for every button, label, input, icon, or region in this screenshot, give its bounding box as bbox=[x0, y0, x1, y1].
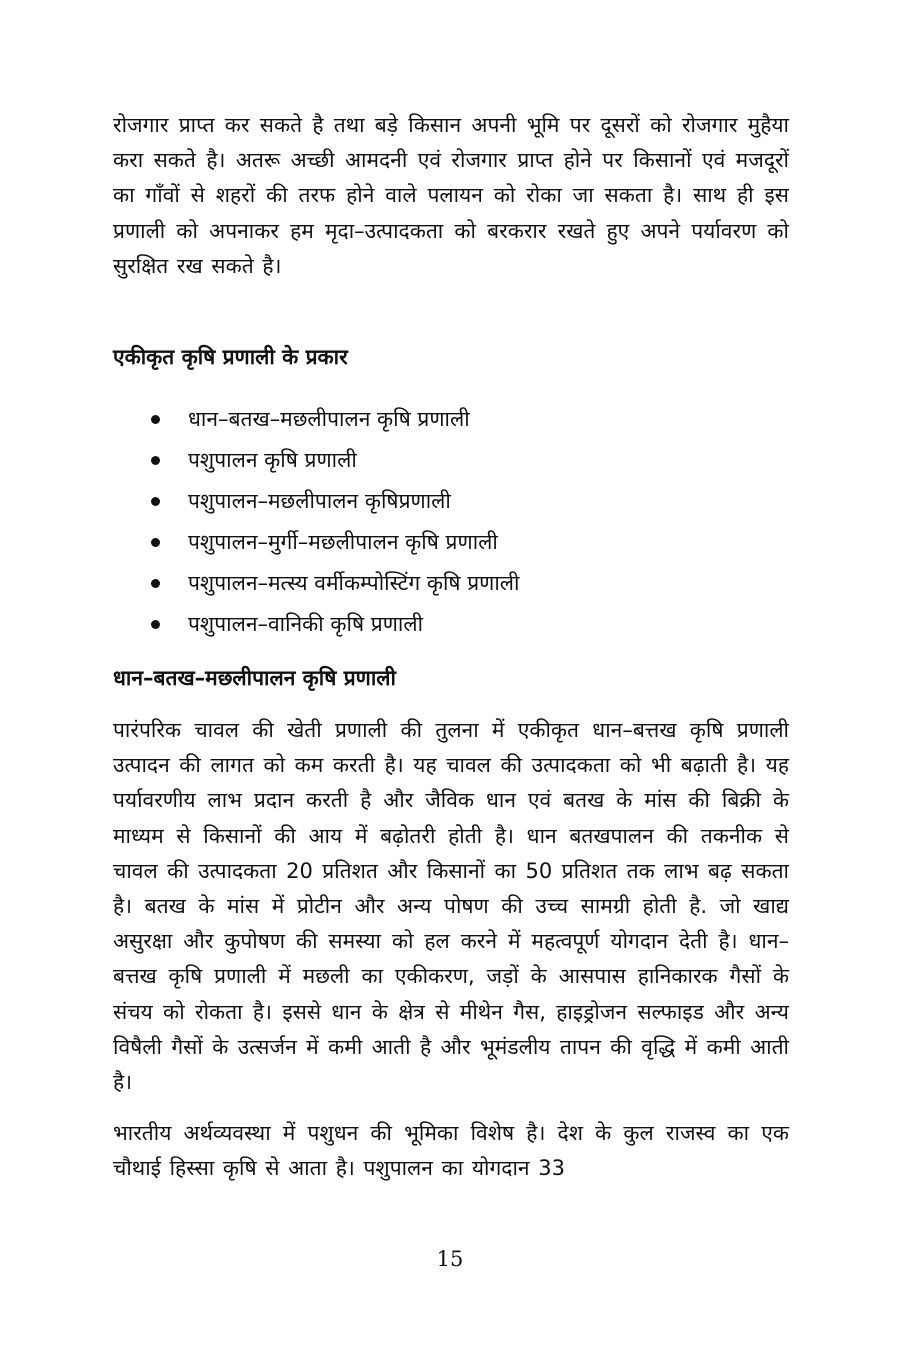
list-item-text: पशुपालन–मुर्गी–मछलीपालन कृषि प्रणाली bbox=[188, 530, 498, 554]
list-item-text: पशुपालन–मत्स्य वर्मीकम्पोस्टिंग कृषि प्रणाली bbox=[188, 571, 520, 595]
closing-paragraph: भारतीय अर्थव्यवस्था में पशुधन की भूमिका विशेष है। देश के कुल राजस्व का एक चौथाई हिस्सा कृषि से आता है। पशुपालन का योगदान 33 bbox=[113, 1121, 789, 1181]
bullet-icon bbox=[151, 620, 160, 629]
list-item-text: पशुपालन–वानिकी कृषि प्रणाली bbox=[188, 612, 424, 636]
list-item bbox=[113, 522, 789, 563]
rice-duck-paragraph: पारंपरिक चावल की खेती प्रणाली की तुलना में एकीकृत धान–बत्तख कृषि प्रणाली उत्पादन की लागत को कम करती है। यह चावल की उत्पादकता को भी बढ़ाती है। यह पर्यावरणीय लाभ प्रदान करती है और जैविक धान एवं बतख के मांस की बिक्री के माध्यम से किसानों की आय में बढ़ोतरी होती है। धान बतखपालन की तकनीक से चावल की उत्पादकता 20 प्रतिशत और किसानों का 50 प्रतिशत तक लाभ बढ़ सकता है। बतख के मांस में प्रोटीन और अन्य पोषण की उच्च सामग्री होती है. जो खाद्य असुरक्षा और कुपोषण की समस्या को हल करने में महत्वपूर्ण योगदान देती है। धान–बत्तख कृषि प्रणाली में मछली का एकीकरण, जड़ों के आसपास हानिकारक गैसों के संचय को रोकता है। इससे धान के क्षेत्र से मीथेन गैस, हाइड्रोजन सल्फाइड और अन्य विषैली गैसों के उत्सर्जन में कमी आती है और भूमंडलीय तापन की वृद्धि में कमी आती है। bbox=[113, 718, 789, 1095]
bullet-icon bbox=[151, 538, 160, 547]
list-item bbox=[113, 563, 789, 604]
bullet-icon bbox=[151, 579, 160, 588]
bullet-icon bbox=[151, 456, 160, 465]
list-item-text: पशुपालन–मछलीपालन कृषिप्रणाली bbox=[188, 489, 451, 513]
page-number: 15 bbox=[436, 1247, 464, 1271]
page-content bbox=[113, 108, 789, 1187]
rice-duck-heading: धान–बतख–मछलीपालन कृषि प्रणाली bbox=[113, 666, 396, 690]
list-item bbox=[113, 399, 789, 440]
types-heading: एकीकृत कृषि प्रणाली के प्रकार bbox=[113, 345, 348, 369]
list-item bbox=[113, 604, 789, 645]
list-item-text: पशुपालन कृषि प्रणाली bbox=[188, 448, 357, 472]
bullet-icon bbox=[151, 415, 160, 424]
intro-paragraph: रोजगार प्राप्त कर सकते है तथा बड़े किसान अपनी भूमि पर दूसरों को रोजगार मुहैया करा सकते है। अतरू अच्छी आमदनी एवं रोजगार प्राप्त होने पर किसानों एवं मजदूरों का गाँवों से शहरों की तरफ होने वाले पलायन को रोका जा सकता है। साथ ही इस प्रणाली को अपनाकर हम मृदा–उत्पादकता को बरकरार रखते हुए अपने पर्यावरण को सुरक्षित रख सकते है। bbox=[113, 113, 789, 278]
list-item-text: धान–बतख–मछलीपालन कृषि प्रणाली bbox=[188, 407, 470, 431]
list-item bbox=[113, 481, 789, 522]
types-list bbox=[113, 399, 789, 645]
list-item bbox=[113, 440, 789, 481]
bullet-icon bbox=[151, 497, 160, 506]
